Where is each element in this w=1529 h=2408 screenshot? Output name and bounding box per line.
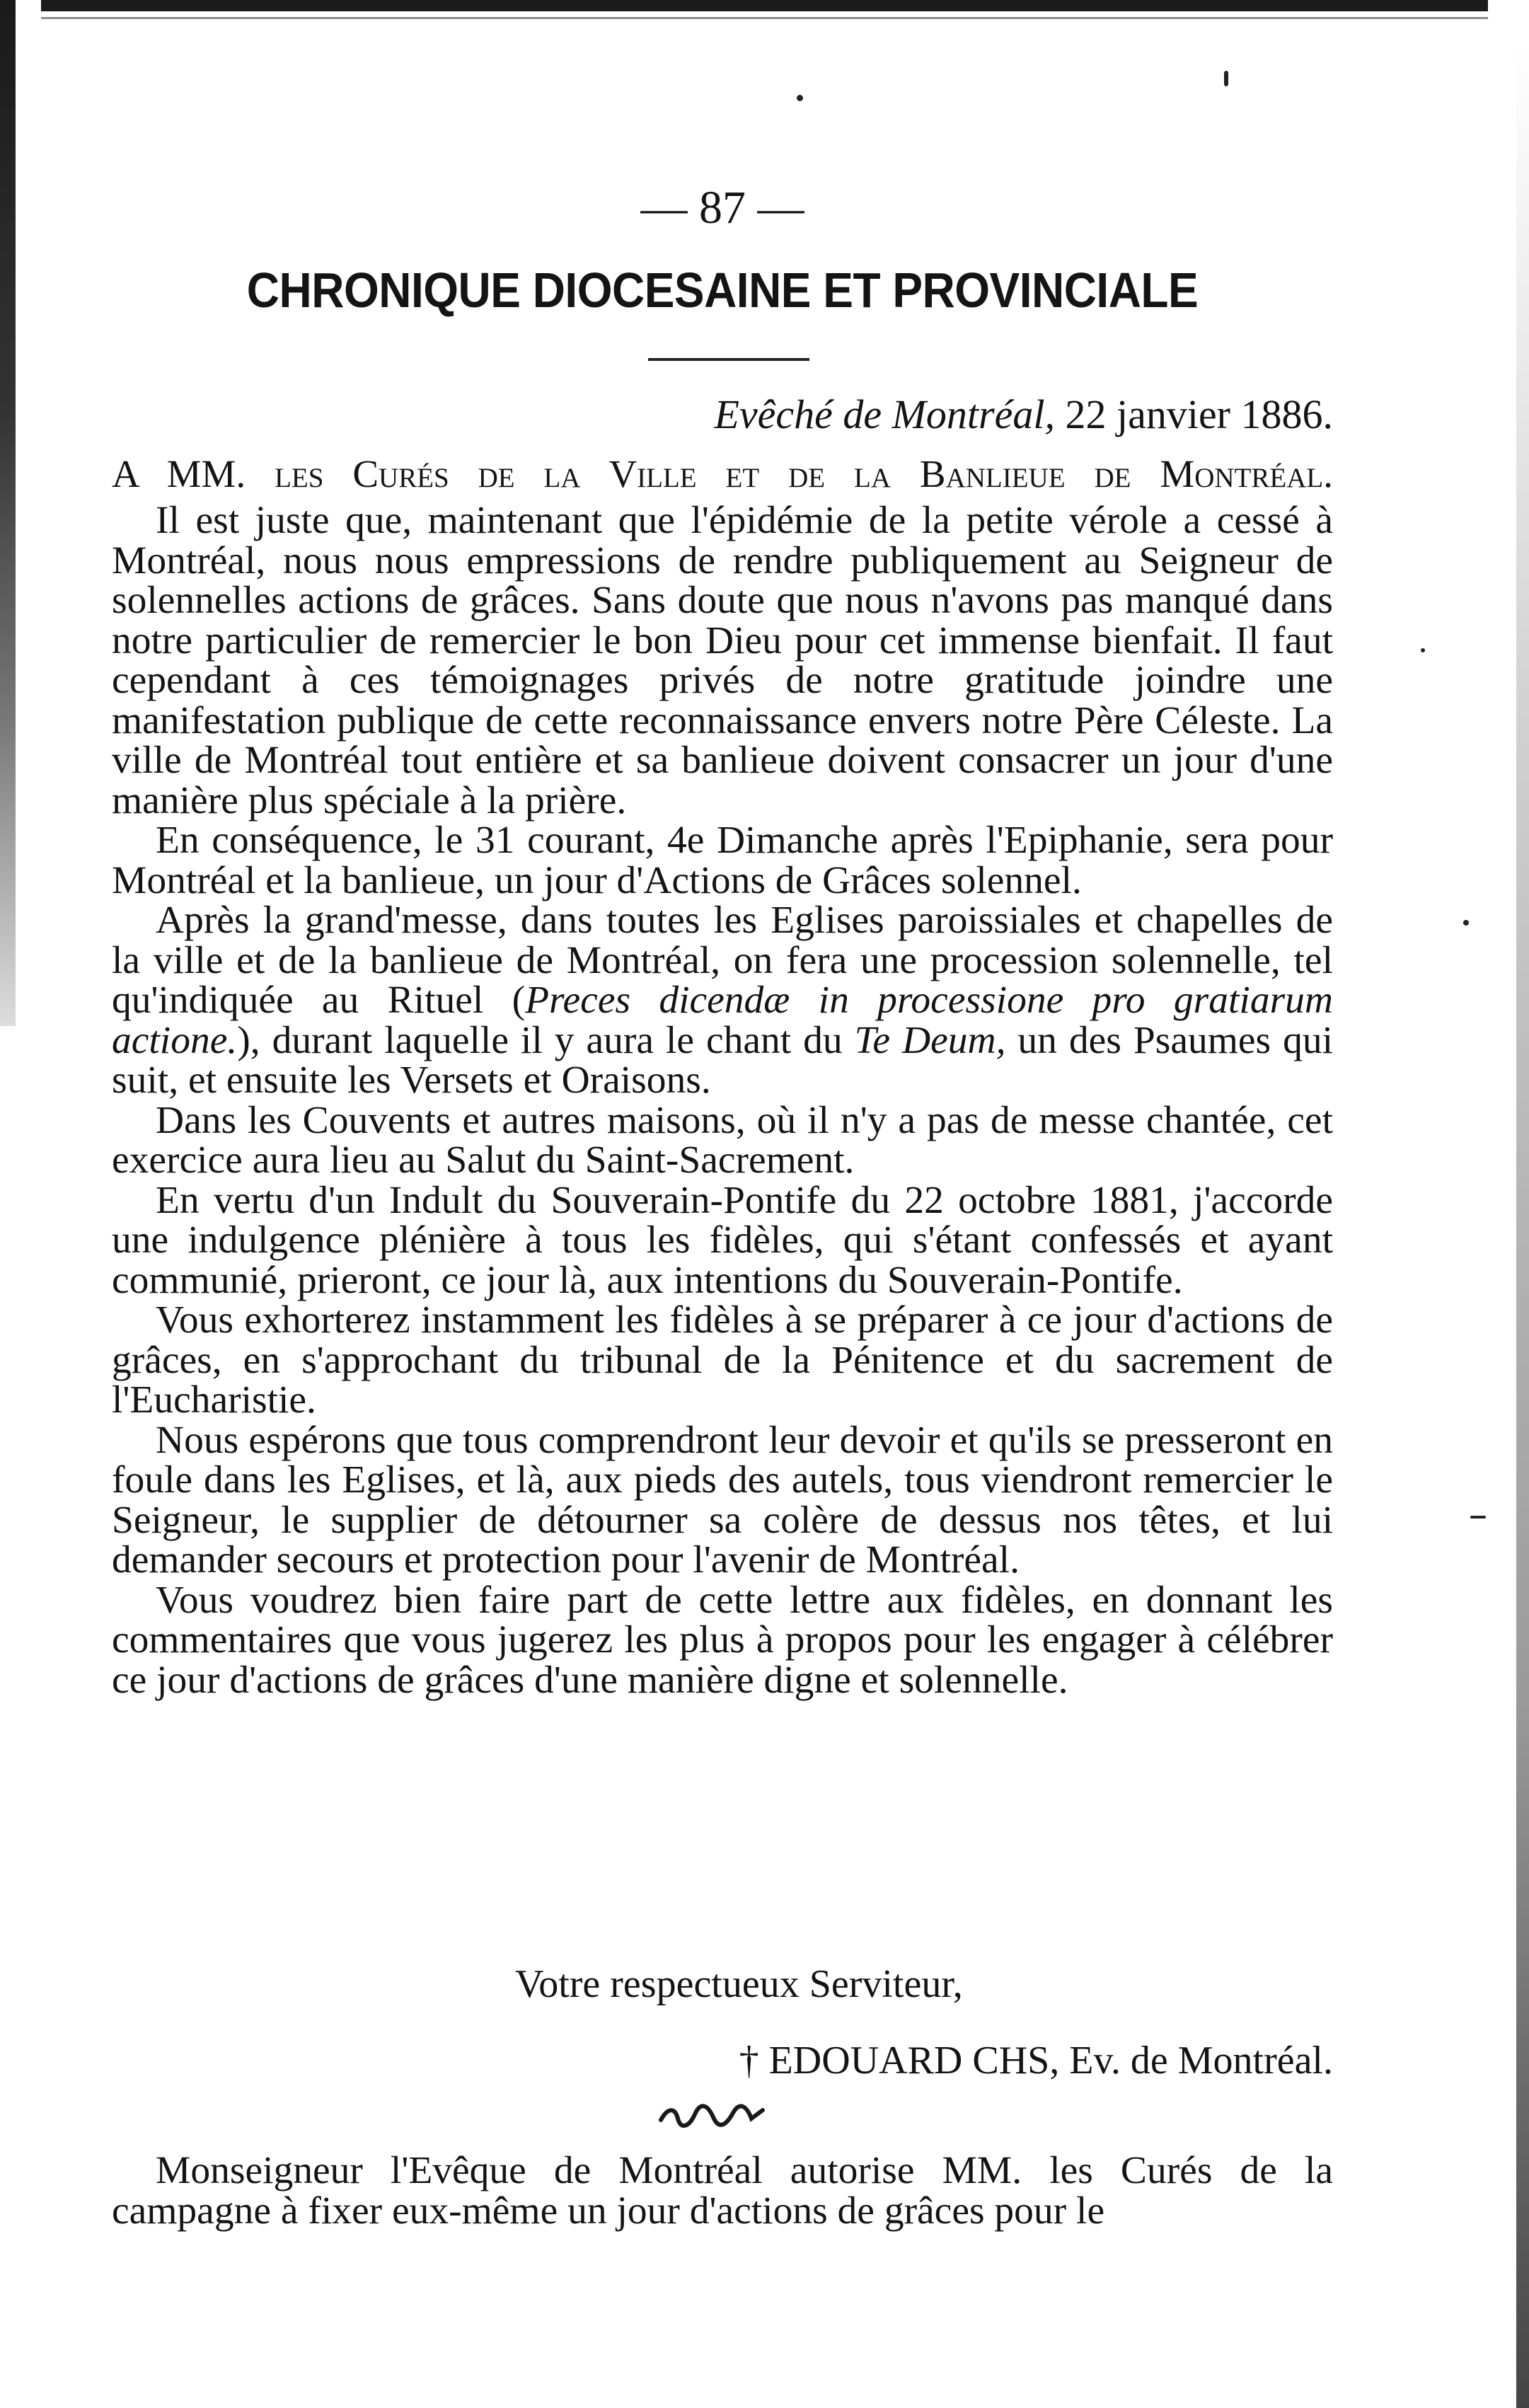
dateline-place: Evêché de Montréal, (714, 391, 1055, 437)
paragraph: En vertu d'un Indult du Souverain-Pontife du 22 octobre 1881, j'accorde une indulgence plénière à tous les fidèles, qui s'étant confessés et ayant communié, prieront, ce jour là, aux intentions du Souverain-Pontife. (112, 1178, 1333, 1302)
ink-speck (797, 95, 803, 101)
paragraph-text: Après la grand'messe, dans toutes les Eglises paroissiales et chapelles de la ville et de la banlieue de Montréal, on fera une procession solennelle, tel qu'indiquée au Rituel ( (112, 899, 1333, 1022)
top-border-rule (41, 0, 1488, 11)
paragraph-text: ), durant laquelle il y aura le chant du (237, 1018, 855, 1062)
closing-salutation: Votre respectueux Serviteur, (515, 1962, 963, 2006)
address-lead: A MM. (112, 452, 246, 495)
title-underline-rule (648, 358, 809, 361)
paragraph: En conséquence, le 31 courant, 4e Dimanche après l'Epiphanie, sera pour Montréal et la banlieue, un jour d'Actions de Grâces solennel. (112, 819, 1333, 902)
paragraph: Dans les Couvents et autres maisons, où il n'y a pas de messe chantée, cet exercice aura lieu au Salut du Saint-Sacrement. (112, 1098, 1333, 1182)
ink-speck (1470, 1516, 1486, 1519)
dateline-date: 22 janvier 1886. (1054, 391, 1333, 437)
paragraph: Monseigneur l'Evêque de Montréal autorise MM. les Curés de la campagne à fixer eux-même un jour d'actions de grâces pour le (112, 2149, 1333, 2233)
continuation-paragraph (112, 2151, 1333, 2231)
paragraph: Il est juste que, maintenant que l'épidémie de la petite vérole a cessé à Montréal, nous nous empressions de rendre publiquement au Seigneur de solennelles actions de grâces. Sans doute que nous n'avons pas manqué dans notre particulier de remercier le bon Dieu pour cet immense bienfait. Il faut cependant à ces témoignages privés de notre gratitude joindre une manifestation publique de cette reconnaissance envers notre Père Céleste. La ville de Montréal tout entière et sa banlieue doivent consacrer un jour d'une manière plus spéciale à la prière. (112, 499, 1333, 822)
address-recipients: les Curés de la Ville et de la Banlieue de Montréal. (246, 452, 1333, 495)
paragraph-text: un des Psaumes qui suit, et ensuite les Versets et Oraisons. (112, 1018, 1334, 1102)
dateline (714, 391, 1333, 438)
paragraph: Vous exhorterez instamment les fidèles à se préparer à ce jour d'actions de grâces, en s'approchant du tribunal de la Pénitence et du sacrement de l'Eucharistie. (112, 1298, 1333, 1422)
signature: † EDOUARD CHS, Ev. de Montréal. (739, 2039, 1333, 2082)
paragraph: Nous espérons que tous comprendront leur devoir et qu'ils se presseront en foule dans les Eglises, et là, aux pieds des autels, tous viendront remercier le Seigneur, le supplier de détourner sa colère de dessus nos têtes, et lui demander secours et protection pour l'avenir de Montréal. (112, 1418, 1333, 1582)
left-page-edge-shadow (0, 0, 16, 1026)
top-border-thin-rule (41, 17, 1488, 19)
letter-address (112, 451, 1333, 496)
right-page-edge-shadow (1516, 42, 1529, 2408)
section-title: CHRONIQUE DIOCESAINE ET PROVINCIALE (246, 263, 1199, 318)
letter-body (112, 501, 1333, 1700)
paragraph: Vous voudrez bien faire part de cette lettre aux fidèles, en donnant les commentaires que vous jugerez les plus à propos pour les engager à célébrer ce jour d'actions de grâces d'une manière digne et solennelle. (112, 1578, 1333, 1702)
ink-speck (1421, 648, 1425, 652)
te-deum: Te Deum, (854, 1018, 1006, 1062)
ink-speck (1224, 71, 1228, 86)
paragraph (112, 901, 1333, 1101)
ornament-flourish (657, 2100, 770, 2128)
page-number: — 87 — (640, 182, 804, 234)
ritual-citation: Preces dicendæ in processione pro gratiarum actione. (112, 979, 1333, 1062)
ink-speck (1463, 920, 1469, 926)
